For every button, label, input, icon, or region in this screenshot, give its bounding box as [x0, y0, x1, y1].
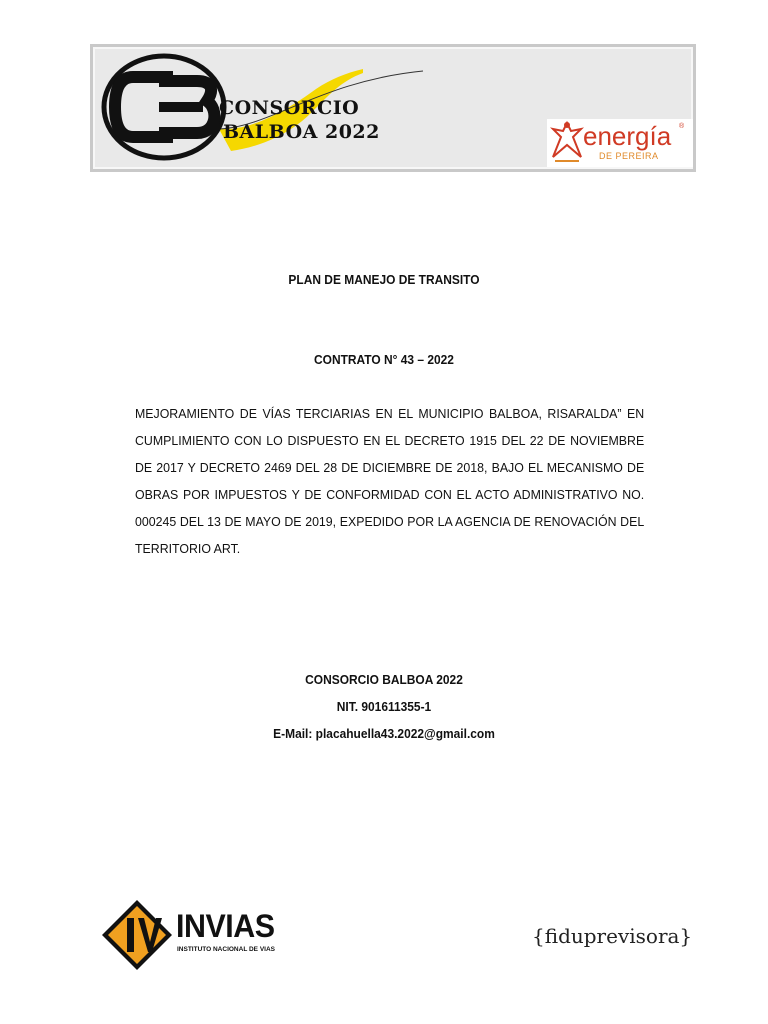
energia-subtitle: DE PEREIRA — [599, 151, 659, 161]
contract-number: CONTRATO N° 43 – 2022 — [314, 352, 454, 367]
fiduprevisora-logo: {fiduprevisora} — [532, 924, 693, 948]
consortium-name-line2: BALBOA 2022 — [223, 121, 380, 143]
invias-diamond-icon — [100, 898, 174, 972]
energia-de-pereira-logo — [547, 119, 693, 167]
header-banner — [90, 44, 696, 172]
registered-mark: ® — [679, 123, 685, 130]
company-name: CONSORCIO BALBOA 2022 — [305, 672, 463, 687]
company-nit: NIT. 901611355-1 — [336, 699, 432, 714]
consortium-name-line1: CONSORCIO — [219, 97, 360, 119]
document-title: PLAN DE MANEJO DE TRANSITO — [288, 272, 480, 287]
company-email: E-Mail: placahuella43.2022@gmail.com — [273, 726, 495, 741]
energia-wordmark: energía — [583, 121, 672, 151]
energia-figure-icon — [547, 119, 587, 167]
invias-subtitle: INSTITUTO NACIONAL DE VIAS — [177, 946, 275, 953]
invias-logo — [100, 898, 280, 972]
project-description: MEJORAMIENTO DE VÍAS TERCIARIAS EN EL MUNICIPIO BALBOA, RISARALDA” EN CUMPLIMIENTO CON LO DISPUESTO EN EL DECRETO 1915 DEL 22 DE NOVIEMBRE DE 2017 Y DECRETO 2469 DEL 28 DE DICIEMBRE DE 2018, BAJO EL MECANISMO DE OBRAS POR IMPUESTOS Y DE CONFORMIDAD CON EL ACTO ADMINISTRATIVO NO. 000245 DEL 13 DE MAYO DE 2019, EXPEDIDO POR LA AGENCIA DE RENOVACIÓN DEL TERRITORIO ART. — [135, 406, 645, 556]
invias-wordmark: INVIAS — [176, 908, 275, 944]
